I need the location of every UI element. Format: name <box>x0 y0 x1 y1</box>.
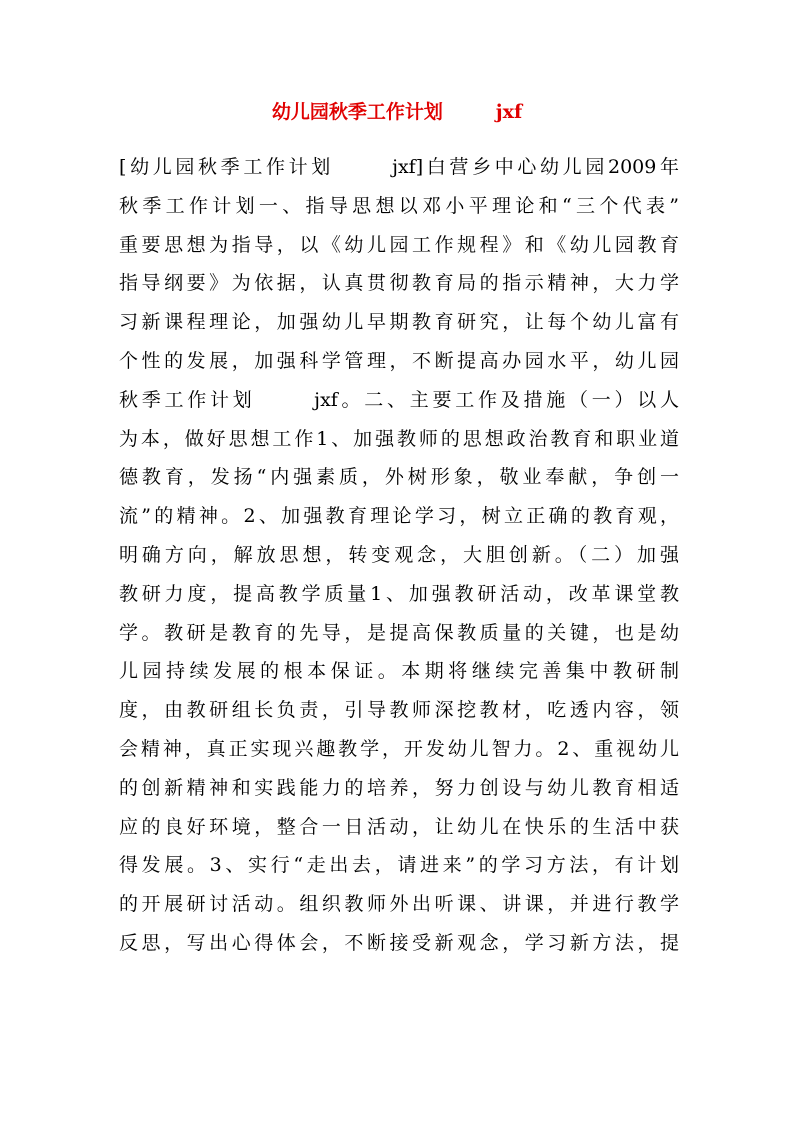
body-line-17: 的创新精神和实践能力的培养，努力创设与幼儿教育相适 <box>119 776 679 799</box>
document-title: 幼儿园秋季工作计划 jxf <box>271 101 523 123</box>
body-line-10: 流”的精神。2、加强教育理论学习，树立正确的教育观， <box>119 505 679 528</box>
body-line-21: 反思，写出心得体会，不断接受新观念，学习新方法，提 <box>119 931 679 954</box>
body-line-9: 德教育，发扬“内强素质，外树形象，敬业奉献，争创一 <box>119 466 679 489</box>
body-line-1: [幼儿园秋季工作计划 jxf]白营乡中心幼儿园2009年 <box>119 156 679 178</box>
body-line-7: 秋季工作计划 jxf。二、主要工作及措施（一）以人 <box>119 388 679 411</box>
body-line-4: 指导纲要》为依据，认真贯彻教育局的指示精神，大力学 <box>119 272 679 295</box>
body-line-3: 重要思想为指导，以《幼儿园工作规程》和《幼儿园教育 <box>119 233 679 256</box>
body-line-19: 得发展。3、实行“走出去，请进来”的学习方法，有计划 <box>119 854 679 877</box>
body-line-6: 个性的发展，加强科学管理，不断提高办园水平，幼儿园 <box>119 349 679 372</box>
body-line-8: 为本，做好思想工作1、加强教师的思想政治教育和职业道 <box>119 427 679 450</box>
body-line-18: 应的良好环境，整合一日活动，让幼儿在快乐的生活中获 <box>119 815 679 838</box>
document-body <box>119 148 679 963</box>
body-line-13: 学。教研是教育的先导，是提高保教质量的关键，也是幼 <box>119 621 679 644</box>
body-line-5: 习新课程理论，加强幼儿早期教育研究，让每个幼儿富有 <box>119 311 679 334</box>
body-line-20: 的开展研讨活动。组织教师外出听课、讲课，并进行教学 <box>119 893 679 916</box>
body-line-15: 度，由教研组长负责，引导教师深挖教材，吃透内容，领 <box>119 699 679 722</box>
body-line-16: 会精神，真正实现兴趣教学，开发幼儿智力。2、重视幼儿 <box>119 737 679 760</box>
body-line-12: 教研力度，提高教学质量1、加强教研活动，改革课堂教 <box>119 582 679 605</box>
body-line-2: 秋季工作计划一、指导思想以邓小平理论和“三个代表” <box>119 194 679 217</box>
body-line-14: 儿园持续发展的根本保证。本期将继续完善集中教研制 <box>119 660 679 683</box>
body-line-11: 明确方向，解放思想，转变观念，大胆创新。（二）加强 <box>119 543 679 566</box>
